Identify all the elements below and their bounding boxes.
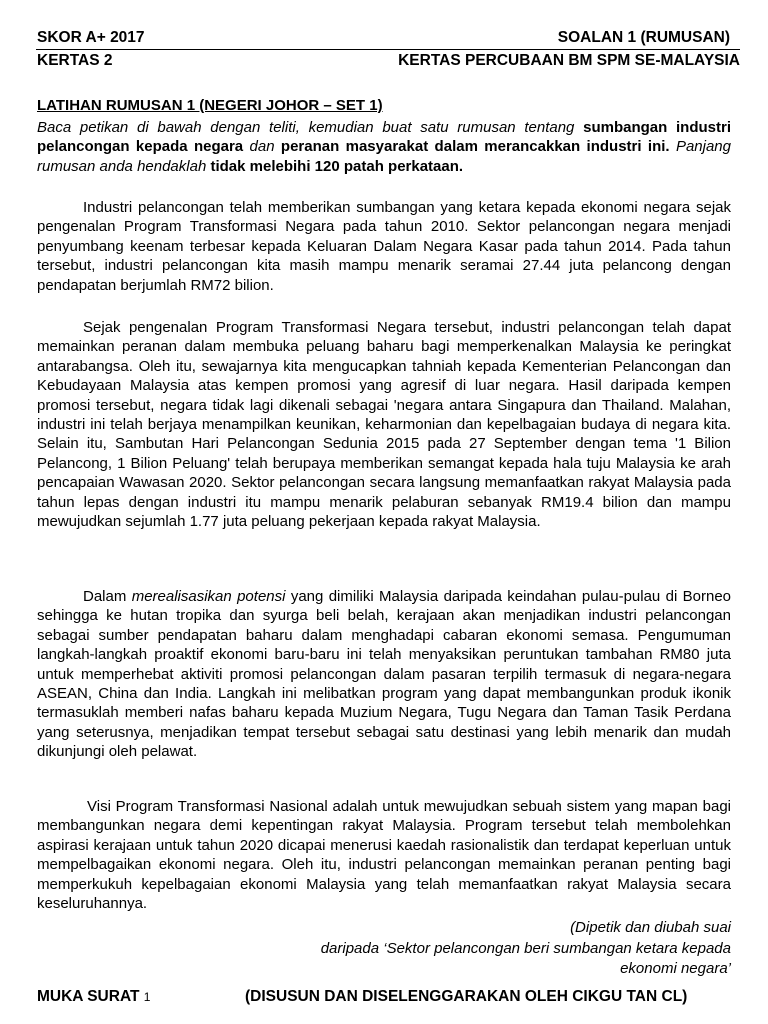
instruction-text-2: dan [243,138,281,156]
source-line-1: (Dipetik dan diubah suai [570,919,731,936]
header-right-top: SOALAN 1 (RUMUSAN) [557,29,730,46]
source-line-2: daripada ‘Sektor pelancongan beri sumbangan ketara kepada [320,939,731,957]
passage-paragraph-4: Visi Program Transformasi Nasional adalah untuk mewujudkan sebuah sistem yang mapan bagi membangunkan negara demi kepentingan rakyat Malaysia. Program tersebut telah membolehkan aspirasi kerajaan untuk tahun 2020 dicapai menerusi kaedah rasionalistik dan terdapat keperluan untuk mempelbagaikan ekonomi negara. Oleh itu, industri pelancongan memainkan peranan penting bagi memperkukuh kepelbagaian ekonomi Malaysia yang telah memanfaatkan rakyat Malaysia secara keseluruhannya. [37,798,731,913]
header-left-bottom: KERTAS 2 [37,52,113,69]
exercise-title: LATIHAN RUMUSAN 1 (NEGERI JOHOR – SET 1) [37,97,383,114]
footer-page-number: 1 [143,990,151,1004]
instruction-text-1: Baca petikan di bawah dengan teliti, kemudian buat satu rumusan tentang [37,119,584,136]
instruction-emphasis-1: sumbangan industri pelancongan kepada negara [37,119,731,156]
footer-page-label: MUKA SURAT [37,988,144,1005]
passage-paragraph-2: Sejak pengenalan Program Transformasi Negara tersebut, industri pelancongan telah dapat memainkan peranan dalam membuka peluang baharu bagi memperkenalkan Malaysia ke peringkat antarabangsa. Oleh itu, sewajarnya kita mengucapkan tahniah kepada Kementerian Pelancongan dan Kebudayaan Malaysia atas kempen promosi yang agresif di luar negara. Hasil daripada kempen promosi tersebut, negara tidak lagi dikenali sebagai 'negara antara Singapura dan Thailand. Malahan, industri ini telah berjaya menampilkan keunikan, keharmonian dan kepelbagaian budaya di negara kita. Selain itu, Sambutan Hari Pelancongan Sedunia 2015 pada 27 September dengan tema '1 Bilion Pelancong, 1 Bilion Peluang' telah berupaya memberikan semangat kepada hala tuju Malaysia ke arah pencapaian Wawasan 2020. Sektor pelancongan secara langsung memanfaatkan rakyat Malaysia pada tahun lepas dengan industri itu mampu menarik pelaburan sebanyak RM19.4 bilion dan mampu mewujudkan sejumlah 1.77 juta peluang pekerjaan kepada rakyat Malaysia. [37,319,731,531]
header-left-top: SKOR A+ 2017 [37,29,145,46]
instruction-emphasis-2: peranan masyarakat dalam merancakkan industri ini. [280,138,670,156]
passage-paragraph-3 [37,587,731,762]
paragraph-3-body: yang dimiliki Malaysia daripada keindahan pulau-pulau di Borneo sehingga ke hutan tropika dan syurga beli belah, kerajaan akan menjadikan industri pelancongan sebagai sumber pendapatan baharu dalam menghadapi cabaran ekonomi semasa. Pengumuman langkah-langkah proaktif ekonomi baru-baru ini telah menyaksikan peruntukan tambahan RM80 juta untuk memperhebat aktiviti promosi pelancongan dalam pasaran terpilih termasuk di negara-negara ASEAN, China dan India. Langkah ini melibatkan program yang dapat membangunkan produk ikonik termasuklah memberi nafas baharu kepada Muzium Negara, Tugu Negara dan Taman Tasik Perdana yang seterusnya, menjadikan tempat tersebut sebagai satu destinasi yang lebih menarik dan mudah dikunjungi oleh pelawat. [37,588,732,761]
paragraph-3-italic-phrase: merealisasikan potensi [131,588,286,605]
source-citation [131,918,731,980]
footer-page [37,988,150,1006]
instruction-word-limit: tidak melebihi 120 patah perkataan. [210,157,464,175]
passage-paragraph-1: Industri pelancongan telah memberikan sumbangan yang ketara kepada ekonomi negara sejak pengenalan Program Transformasi Negara pada tahun 2010. Sektor pelancongan negara menjadi penyumbang keenam terbesar kepada Keluaran Dalam Negara Kasar pada tahun 2014. Pada tahun tersebut, industri pelancongan kita masih mampu menarik seramai 27.44 juta pelancong dengan pendapatan berjumlah RM72 bilion. [37,199,731,294]
header-divider [36,49,740,50]
paragraph-3-lead: Dalam [83,588,132,605]
instruction-text-3: Panjang rumusan anda hendaklah [37,138,731,175]
source-line-3: ekonomi negara’ [620,960,731,977]
header-right-bottom: KERTAS PERCUBAAN BM SPM SE-MALAYSIA [398,52,740,69]
footer-credit: (DISUSUN DAN DISELENGGARAKAN OLEH CIKGU TAN CL) [245,988,688,1005]
exercise-instructions [37,118,731,176]
